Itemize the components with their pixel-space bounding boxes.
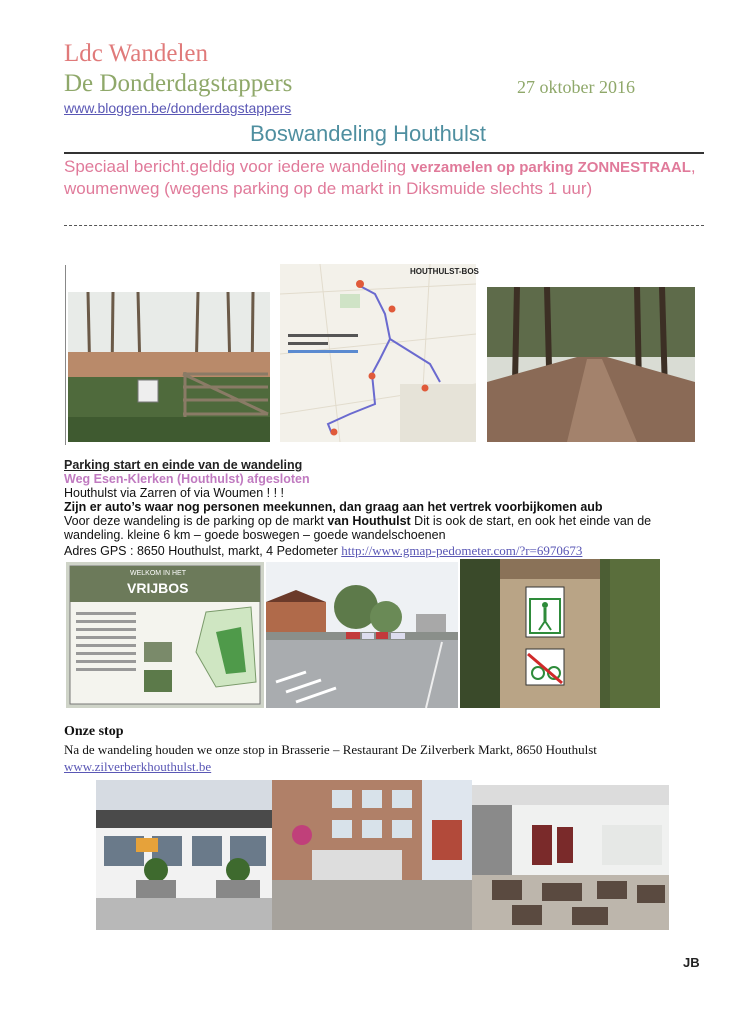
blog-link[interactable]: www.bloggen.be/donderdagstappers (64, 100, 292, 116)
signpost-photo (460, 559, 660, 708)
brasserie-front-photo (96, 780, 272, 930)
page-title: Boswandeling Houthulst (250, 121, 487, 146)
pedometer-link[interactable]: http://www.gmap-pedometer.com/?r=6970673 (341, 543, 583, 558)
route-note: Houthulst via Zarren of via Woumen ! ! ! (64, 486, 285, 500)
dashed-divider (64, 225, 704, 226)
parking-start-text (64, 514, 651, 529)
group-name: De Donderdagstappers (64, 70, 293, 97)
parking-place: van Houthulst (327, 514, 411, 528)
forest-path-photo (487, 287, 695, 442)
terrace-photo (472, 785, 669, 930)
sign-welcome: WELKOM IN HET (130, 570, 187, 577)
market-parking-photo (266, 562, 458, 708)
club-name: Ldc Wandelen (64, 40, 208, 67)
brasserie-street-photo (272, 780, 472, 930)
forest-gate-photo (68, 292, 270, 442)
walk-date: 27 oktober 2016 (517, 77, 635, 97)
restaurant-link[interactable]: www.zilverberkhouthulst.be (64, 759, 212, 774)
special-bold: verzamelen op parking ZONNESTRAAL (410, 159, 691, 176)
gps-address (64, 543, 582, 559)
road-closed-notice: Weg Esen-Klerken (Houthulst) afgesloten (64, 472, 310, 486)
parking-text-c: Dit is ook de start, en ook het einde van de (410, 514, 652, 528)
special-notice (64, 156, 704, 199)
gps-text: Adres GPS : 8650 Houthulst, markt, 4 Pedometer (64, 544, 342, 558)
scan-edge-line (65, 265, 66, 445)
divider-line (64, 152, 704, 154)
sign-name: VRIJBOS (127, 580, 189, 596)
walk-details: wandeling. kleine 6 km – goede boswegen – goede wandelschoenen (64, 528, 446, 542)
special-text-2: , woumenweg (wegens parking op de markt in Diksmuide slechts 1 uur) (64, 157, 696, 198)
map-title: HOUTHULST-BOS (410, 267, 479, 276)
route-map (280, 264, 476, 442)
parking-heading: Parking start en einde van de wandeling (64, 458, 303, 472)
author-initials: JB (683, 955, 700, 970)
stop-text: Na de wandeling houden we onze stop in Brasserie – Restaurant De Zilverberk Markt, 8650 Houthulst (64, 742, 597, 757)
stop-heading: Onze stop (64, 724, 124, 739)
carpool-note: Zijn er auto’s waar nog personen meekunnen, dan graag aan het vertrek voorbijkomen aub (64, 500, 603, 514)
parking-text-a: Voor deze wandeling is de parking op de markt (64, 514, 328, 528)
special-text-1: Speciaal bericht.geldig voor iedere wandeling (64, 157, 407, 176)
